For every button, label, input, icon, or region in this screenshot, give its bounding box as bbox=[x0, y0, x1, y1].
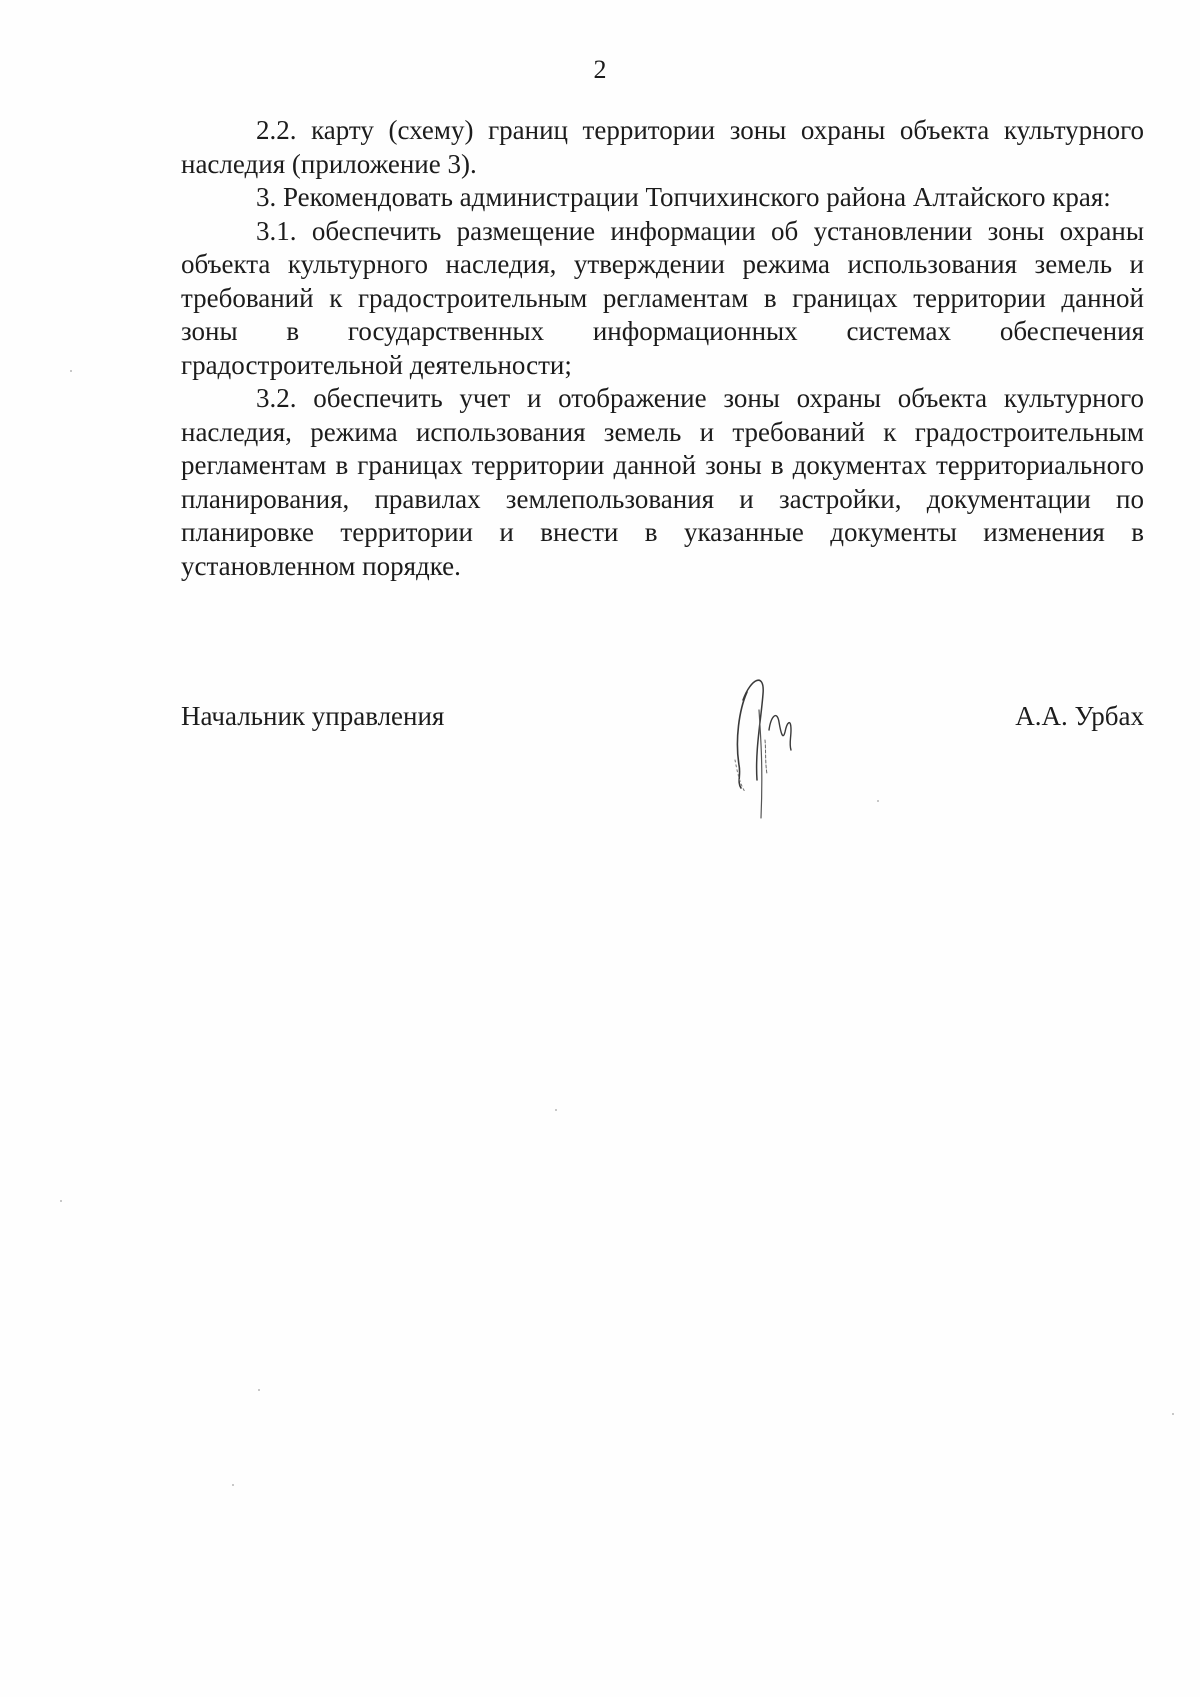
paragraph-3-2: 3.2. обеспечить учет и отображение зоны охраны объекта культурного наследия, режима использования земель и требований к градостроительным регламентам в границах территории данной зоны в документах территориального планирования, правилах землепользования и застройки, документации по планировке территории и внести в указанные документы изменения в установленном порядке. bbox=[181, 383, 1144, 581]
position-title: Начальник управления bbox=[181, 701, 445, 731]
signature-block bbox=[181, 700, 1144, 740]
scan-speck bbox=[258, 1389, 260, 1391]
page-number: 2 bbox=[593, 55, 607, 84]
document-body bbox=[181, 114, 1144, 583]
scan-speck bbox=[555, 1109, 557, 1111]
paragraph-2-2: 2.2. карту (схему) границ территории зоны охраны объекта культурного наследия (приложение 3). bbox=[181, 115, 1144, 179]
scan-speck bbox=[1172, 1413, 1174, 1415]
signer-name: А.А. Урбах bbox=[1015, 701, 1144, 731]
scan-speck bbox=[60, 1200, 62, 1202]
scan-speck bbox=[70, 370, 72, 372]
scan-speck bbox=[232, 1484, 234, 1486]
paragraph-3: 3. Рекомендовать администрации Топчихинского района Алтайского края: bbox=[256, 182, 1111, 212]
paragraph-3-1: 3.1. обеспечить размещение информации об установлении зоны охраны объекта культурного наследия, утверждении режима использования земель и требований к градостроительным регламентам в границах территории данной зоны в государственных информационных системах обеспечения градостроительной деятельности; bbox=[181, 215, 1144, 380]
handwritten-signature bbox=[725, 670, 815, 820]
scan-speck bbox=[877, 800, 879, 802]
